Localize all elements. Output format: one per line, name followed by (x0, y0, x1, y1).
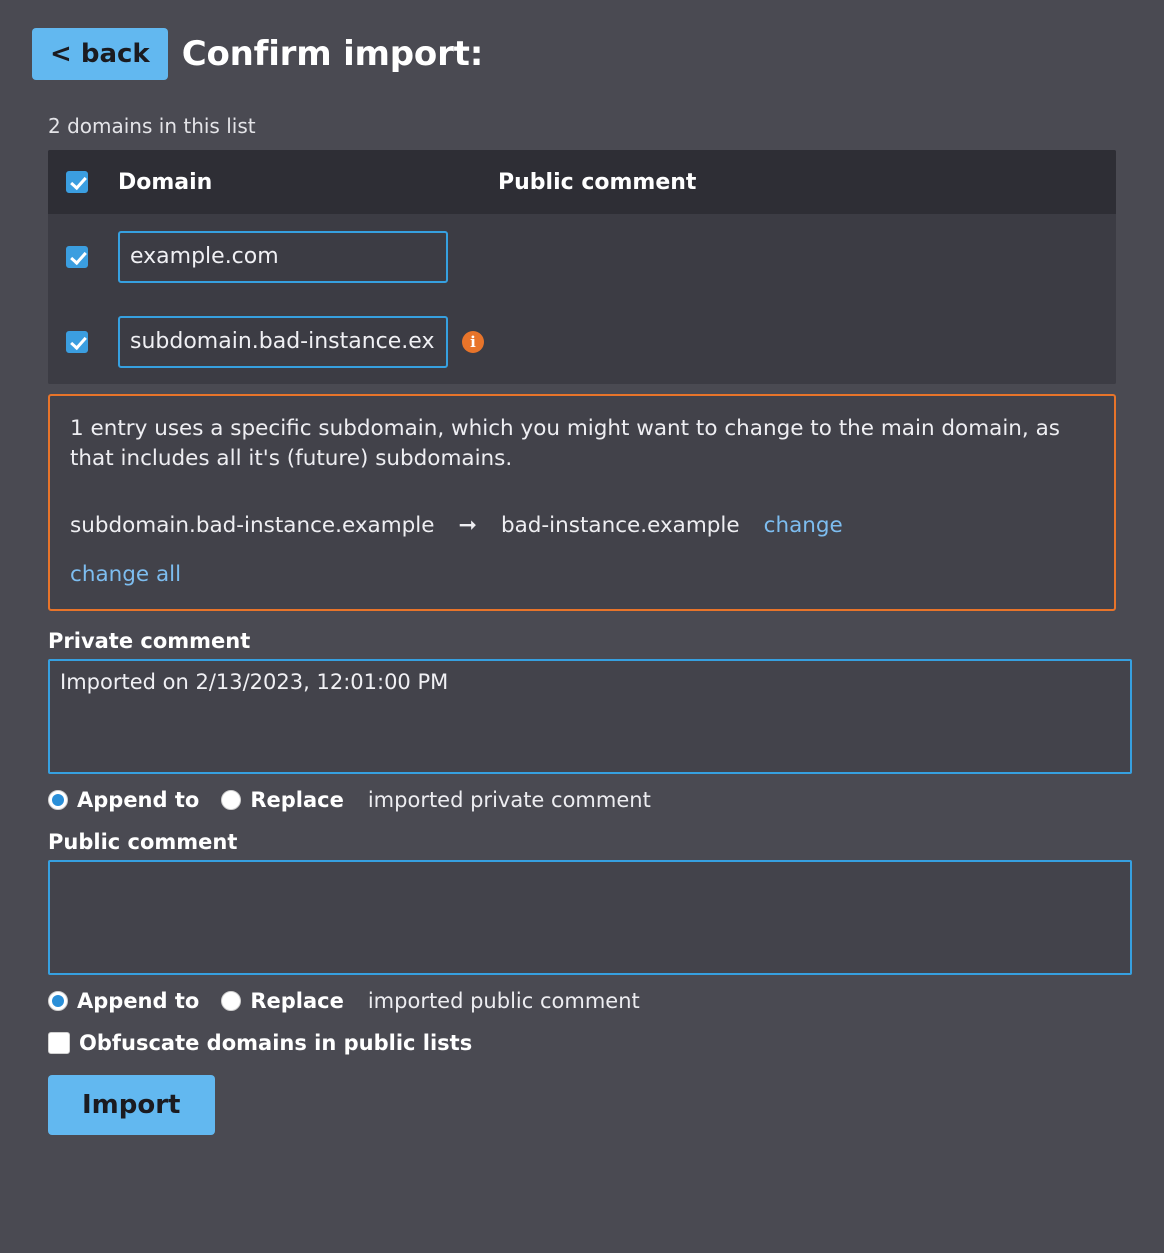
private-replace-label[interactable]: Replace (250, 788, 344, 813)
public-append-radio[interactable] (48, 991, 68, 1011)
table-row (48, 299, 1116, 384)
obfuscate-row[interactable] (48, 1031, 1132, 1055)
obfuscate-label[interactable]: Obfuscate domains in public lists (79, 1031, 473, 1056)
public-comment-label: Public comment (48, 830, 238, 855)
arrow-icon: ➞ (458, 513, 477, 539)
row-checkbox[interactable] (66, 246, 88, 268)
domain-input[interactable] (118, 316, 448, 368)
subdomain-warning-box (48, 394, 1116, 611)
back-button[interactable]: < back (32, 28, 168, 80)
table-row (48, 214, 1116, 299)
change-link[interactable]: change (763, 513, 843, 539)
row-checkbox[interactable] (66, 331, 88, 353)
public-replace-radio[interactable] (221, 991, 241, 1011)
row-select-cell[interactable] (66, 331, 118, 353)
private-replace-radio[interactable] (221, 790, 241, 810)
public-comment-input[interactable] (48, 860, 1132, 975)
private-mode-suffix: imported private comment (367, 788, 651, 813)
column-header-public-comment: Public comment (498, 169, 697, 195)
public-append-label[interactable]: Append to (77, 989, 200, 1014)
public-mode-suffix: imported public comment (367, 989, 640, 1014)
domain-count-text: 2 domains in this list (48, 114, 256, 138)
table-header-row (48, 150, 1116, 214)
select-all-checkbox[interactable] (66, 171, 88, 193)
change-all-link[interactable]: change all (70, 562, 182, 588)
suggestion-from-domain: subdomain.bad-instance.example (70, 513, 435, 539)
subdomain-suggestion-row (70, 513, 1094, 538)
private-comment-input[interactable] (48, 659, 1132, 774)
private-comment-label: Private comment (48, 629, 251, 654)
warning-message: 1 entry uses a specific subdomain, which you might want to change to the main domain, as that includes all it's (future) subdomains. (70, 416, 1060, 471)
private-append-radio[interactable] (48, 790, 68, 810)
page-title: Confirm import: (181, 34, 484, 74)
row-select-cell[interactable] (66, 246, 118, 268)
import-button[interactable]: Import (48, 1075, 215, 1135)
private-append-label[interactable]: Append to (77, 788, 200, 813)
public-replace-label[interactable]: Replace (250, 989, 344, 1014)
page-header (32, 28, 1132, 80)
private-comment-mode-row (48, 788, 1132, 812)
column-header-domain: Domain (118, 169, 213, 195)
suggestion-to-domain: bad-instance.example (500, 513, 740, 539)
select-all-cell[interactable] (66, 171, 118, 193)
domain-table (48, 150, 1116, 384)
obfuscate-checkbox[interactable] (48, 1032, 70, 1054)
info-icon[interactable]: i (462, 331, 484, 353)
domain-input[interactable] (118, 231, 448, 283)
public-comment-mode-row (48, 989, 1132, 1013)
